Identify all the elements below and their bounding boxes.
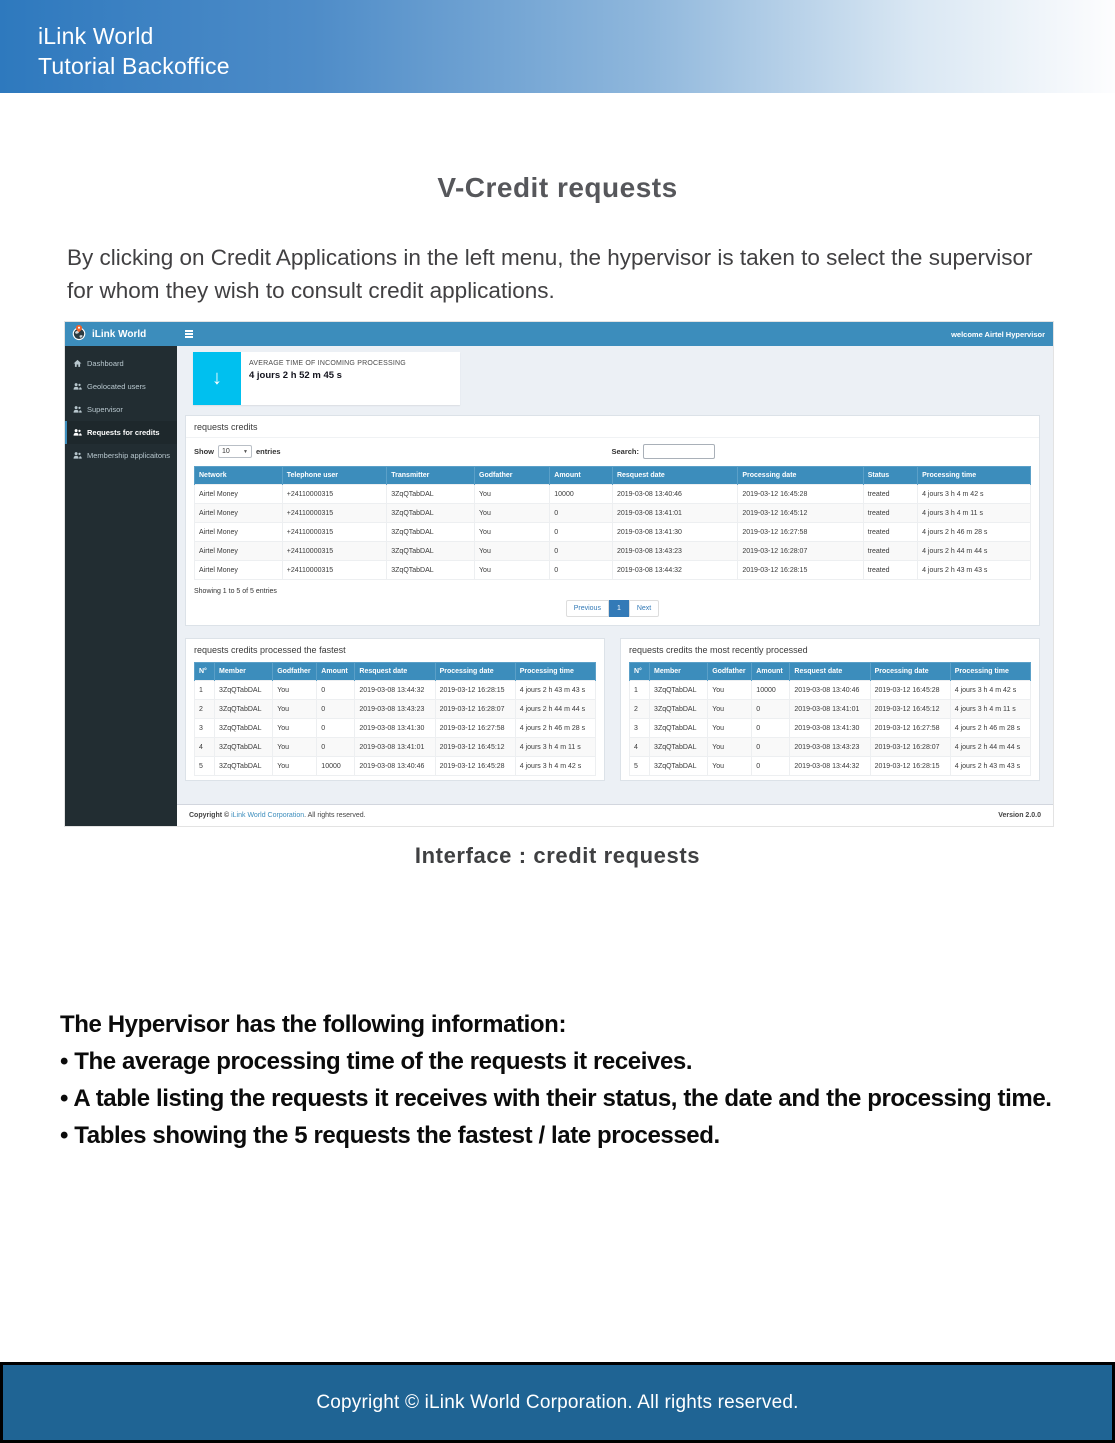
table-cell: treated: [863, 523, 917, 542]
table-cell: 0: [752, 757, 790, 776]
table-cell: You: [273, 719, 317, 738]
table-cell: You: [475, 542, 550, 561]
table-cell: 2019-03-12 16:45:28: [870, 681, 950, 700]
column-header[interactable]: Telephone user: [282, 467, 387, 485]
column-header[interactable]: Godfather: [475, 467, 550, 485]
table-cell: 2019-03-12 16:27:58: [738, 523, 863, 542]
doc-header-line2: Tutorial Backoffice: [38, 53, 230, 79]
column-header[interactable]: Processing time: [515, 663, 595, 681]
table-cell: 3: [630, 719, 650, 738]
table-cell: 2019-03-08 13:40:46: [790, 681, 870, 700]
table-cell: 0: [752, 738, 790, 757]
doc-header-banner: [0, 0, 1115, 93]
column-header[interactable]: Amount: [752, 663, 790, 681]
company-link[interactable]: iLink World Corporation: [229, 812, 305, 819]
table-cell: 3ZqQTabDAL: [215, 757, 273, 776]
table-cell: 3ZqQTabDAL: [387, 485, 475, 504]
table-cell: 4 jours 2 h 43 m 43 s: [515, 681, 595, 700]
table-row: [195, 485, 1031, 504]
table-cell: +24110000315: [282, 542, 387, 561]
column-header[interactable]: Processing time: [950, 663, 1030, 681]
sidebar-item-dashboard[interactable]: [65, 352, 177, 375]
table-cell: 3ZqQTabDAL: [650, 738, 708, 757]
table-cell: 3ZqQTabDAL: [650, 681, 708, 700]
table-cell: 1: [195, 681, 215, 700]
table-cell: 3ZqQTabDAL: [387, 561, 475, 580]
table-row: [195, 681, 596, 700]
requests-credits-table: [194, 466, 1031, 580]
column-header[interactable]: N°: [630, 663, 650, 681]
sidebar-item-membership-applications[interactable]: [65, 444, 177, 467]
table-header-row: [195, 467, 1031, 485]
table-cell: +24110000315: [282, 504, 387, 523]
table-cell: 2019-03-08 13:43:23: [355, 700, 435, 719]
table-cell: You: [273, 700, 317, 719]
table-cell: 3ZqQTabDAL: [387, 542, 475, 561]
hamburger-menu-icon[interactable]: [185, 330, 193, 338]
recent-requests-table: [629, 662, 1031, 776]
table-cell: 10000: [550, 485, 613, 504]
app-version: Version 2.0.0: [998, 812, 1041, 819]
table-row: [630, 700, 1031, 719]
recent-requests-panel: [620, 638, 1040, 781]
table-cell: 2019-03-12 16:27:58: [435, 719, 515, 738]
table-row: [630, 719, 1031, 738]
table-row: [630, 681, 1031, 700]
table-cell: 3ZqQTabDAL: [215, 719, 273, 738]
table-cell: 0: [752, 719, 790, 738]
info-bullet: • Tables showing the 5 requests the fastest / late processed.: [60, 1122, 720, 1149]
table-cell: 4: [195, 738, 215, 757]
table-cell: 4 jours 3 h 4 m 42 s: [950, 681, 1030, 700]
table-cell: 2019-03-08 13:41:30: [355, 719, 435, 738]
table-cell: 2019-03-12 16:28:15: [870, 757, 950, 776]
table-cell: 4 jours 3 h 4 m 11 s: [515, 738, 595, 757]
intro-paragraph: By clicking on Credit Applications in the left menu, the hypervisor is taken to select the supervisor for whom they wish to consult credit applications.: [67, 245, 1033, 303]
show-label: Show: [194, 447, 214, 456]
column-header[interactable]: Processing date: [435, 663, 515, 681]
table-cell: 2019-03-12 16:45:28: [435, 757, 515, 776]
table-cell: 2019-03-08 13:41:30: [612, 523, 737, 542]
entries-label: entries: [256, 447, 281, 456]
ilink-logo-icon: [71, 325, 87, 344]
table-cell: 2019-03-08 13:41:01: [355, 738, 435, 757]
table-cell: 2019-03-08 13:43:23: [790, 738, 870, 757]
sidebar-item-requests-for-credits[interactable]: [65, 421, 177, 444]
table-cell: You: [708, 700, 752, 719]
column-header[interactable]: Processing date: [870, 663, 950, 681]
table-cell: You: [708, 757, 752, 776]
average-time-widget: [193, 352, 460, 405]
table-cell: 2019-03-12 16:45:12: [870, 700, 950, 719]
welcome-user-menu[interactable]: welcome Airtel Hypervisor: [951, 329, 1045, 339]
table-cell: You: [273, 738, 317, 757]
table-cell: treated: [863, 485, 917, 504]
info-bullet: • A table listing the requests it receives with their status, the date and the processing time.: [60, 1085, 1052, 1112]
column-header[interactable]: Status: [863, 467, 917, 485]
info-heading: The Hypervisor has the following information:: [60, 1011, 567, 1038]
table-cell: You: [475, 504, 550, 523]
doc-footer-text: Copyright © iLink World Corporation. All rights reserved.: [316, 1391, 799, 1413]
table-body: [195, 681, 596, 776]
app-sidebar: [65, 346, 177, 826]
table-cell: 2: [630, 700, 650, 719]
table-row: [195, 542, 1031, 561]
app-navbar: [177, 322, 1053, 346]
column-header[interactable]: Amount: [550, 467, 613, 485]
table-cell: 4 jours 3 h 4 m 42 s: [515, 757, 595, 776]
table-cell: 3ZqQTabDAL: [387, 504, 475, 523]
table-cell: 2019-03-12 16:27:58: [870, 719, 950, 738]
app-brand[interactable]: [65, 322, 177, 346]
table-cell: 2019-03-08 13:43:23: [612, 542, 737, 561]
table-cell: 3ZqQTabDAL: [650, 719, 708, 738]
table-cell: 3: [195, 719, 215, 738]
column-header[interactable]: Godfather: [273, 663, 317, 681]
table-cell: treated: [863, 504, 917, 523]
column-header[interactable]: Member: [650, 663, 708, 681]
table-row: [195, 719, 596, 738]
column-header[interactable]: Resquest date: [355, 663, 435, 681]
doc-header-line1: iLink World: [38, 23, 154, 49]
table-cell: 4 jours 2 h 44 m 44 s: [950, 738, 1030, 757]
table-cell: You: [708, 681, 752, 700]
table-cell: 0: [550, 523, 613, 542]
users-icon: [73, 451, 82, 460]
info-block: [60, 1006, 1060, 1154]
table-cell: 0: [752, 700, 790, 719]
table-cell: 3ZqQTabDAL: [215, 700, 273, 719]
pagination: [186, 595, 1039, 625]
table-body: [195, 485, 1031, 580]
sidebar-item-label: Geolocated users: [87, 382, 146, 391]
table-cell: Airtel Money: [195, 523, 283, 542]
table-cell: You: [273, 757, 317, 776]
doc-footer-bar: [0, 1362, 1115, 1443]
page-title: V-Credit requests: [437, 172, 678, 203]
page-1-button[interactable]: 1: [609, 600, 629, 617]
column-header[interactable]: Resquest date: [612, 467, 737, 485]
table-row: [195, 504, 1031, 523]
app-content: [177, 346, 1053, 826]
table-cell: 4 jours 3 h 4 m 42 s: [918, 485, 1031, 504]
chevron-down-icon: ▼: [243, 448, 248, 455]
table-row: [195, 561, 1031, 580]
users-icon: [73, 405, 82, 414]
table-cell: 0: [550, 561, 613, 580]
panel-title: requests credits: [186, 416, 1039, 438]
app-brand-label: iLink World: [92, 328, 147, 340]
sidebar-item-label: Requests for credits: [87, 428, 160, 437]
table-cell: You: [708, 738, 752, 757]
home-icon: [73, 359, 82, 368]
column-header[interactable]: Network: [195, 467, 283, 485]
table-cell: treated: [863, 561, 917, 580]
table-row: [195, 523, 1031, 542]
info-bullet: • The average processing time of the requests it receives.: [60, 1048, 693, 1075]
table-cell: You: [273, 681, 317, 700]
table-header-row: [630, 663, 1031, 681]
table-cell: 2019-03-12 16:28:15: [435, 681, 515, 700]
previous-page-button[interactable]: Previous: [566, 600, 609, 617]
table-row: [195, 757, 596, 776]
table-cell: 3ZqQTabDAL: [215, 738, 273, 757]
column-header[interactable]: N°: [195, 663, 215, 681]
table-cell: 2019-03-08 13:41:01: [790, 700, 870, 719]
next-page-button[interactable]: Next: [629, 600, 659, 617]
column-header[interactable]: Amount: [317, 663, 355, 681]
table-cell: 3ZqQTabDAL: [215, 681, 273, 700]
sidebar-item-label: Membership applicaitons: [87, 451, 170, 460]
requests-credits-panel: [185, 415, 1040, 626]
table-cell: 4 jours 3 h 4 m 11 s: [950, 700, 1030, 719]
table-cell: Airtel Money: [195, 504, 283, 523]
table-cell: 2019-03-12 16:28:07: [738, 542, 863, 561]
sidebar-item-geolocated-users[interactable]: [65, 375, 177, 398]
sidebar-item-label: Supervisor: [87, 405, 123, 414]
column-header[interactable]: Resquest date: [790, 663, 870, 681]
fastest-requests-panel: [185, 638, 605, 781]
table-cell: 3ZqQTabDAL: [387, 523, 475, 542]
backoffice-screenshot: [65, 322, 1053, 826]
figure-caption: Interface : credit requests: [414, 843, 701, 868]
table-cell: 0: [317, 700, 355, 719]
table-cell: 2019-03-08 13:40:46: [612, 485, 737, 504]
column-header[interactable]: Member: [215, 663, 273, 681]
table-cell: treated: [863, 542, 917, 561]
table-cell: +24110000315: [282, 561, 387, 580]
table-cell: 2019-03-08 13:41:30: [790, 719, 870, 738]
table-cell: +24110000315: [282, 485, 387, 504]
table-cell: 4 jours 2 h 43 m 43 s: [918, 561, 1031, 580]
table-cell: 4 jours 2 h 46 m 28 s: [950, 719, 1030, 738]
table-cell: 4 jours 3 h 4 m 11 s: [918, 504, 1031, 523]
stat-label: AVERAGE TIME OF INCOMING PROCESSING: [249, 360, 406, 367]
table-cell: 2: [195, 700, 215, 719]
table-cell: Airtel Money: [195, 542, 283, 561]
table-cell: 2019-03-08 13:44:32: [790, 757, 870, 776]
column-header[interactable]: Godfather: [708, 663, 752, 681]
table-cell: You: [475, 485, 550, 504]
stat-value: 4 jours 2 h 52 m 45 s: [249, 370, 342, 381]
table-cell: 4 jours 2 h 46 m 28 s: [515, 719, 595, 738]
search-input[interactable]: [643, 444, 715, 459]
table-cell: 2019-03-08 13:40:46: [355, 757, 435, 776]
table-cell: 4 jours 2 h 46 m 28 s: [918, 523, 1031, 542]
table-header-row: [195, 663, 596, 681]
sidebar-item-label: Dashboard: [87, 359, 124, 368]
table-cell: 3ZqQTabDAL: [650, 757, 708, 776]
down-arrow-icon: ↓: [193, 352, 241, 405]
table-cell: 3ZqQTabDAL: [650, 700, 708, 719]
sidebar-item-supervisor[interactable]: [65, 398, 177, 421]
table-cell: 10000: [752, 681, 790, 700]
table-cell: 0: [317, 681, 355, 700]
table-cell: 4: [630, 738, 650, 757]
table-cell: 10000: [317, 757, 355, 776]
table-row: [630, 738, 1031, 757]
column-header[interactable]: Processing time: [918, 467, 1031, 485]
table-cell: 2019-03-08 13:44:32: [612, 561, 737, 580]
table-cell: 4 jours 2 h 43 m 43 s: [950, 757, 1030, 776]
table-cell: 2019-03-12 16:45:12: [435, 738, 515, 757]
table-cell: 4 jours 2 h 44 m 44 s: [918, 542, 1031, 561]
table-cell: 0: [317, 738, 355, 757]
entries-select[interactable]: [218, 445, 252, 458]
table-cell: Airtel Money: [195, 485, 283, 504]
table-cell: 4 jours 2 h 44 m 44 s: [515, 700, 595, 719]
table-cell: +24110000315: [282, 523, 387, 542]
table-cell: 2019-03-12 16:28:07: [870, 738, 950, 757]
table-cell: 1: [630, 681, 650, 700]
table-cell: 5: [195, 757, 215, 776]
column-header[interactable]: Transmitter: [387, 467, 475, 485]
table-body: [630, 681, 1031, 776]
app-copyright-label: Copyright ©: [189, 812, 230, 819]
table-cell: 2019-03-12 16:45:12: [738, 504, 863, 523]
table-cell: 2019-03-12 16:28:15: [738, 561, 863, 580]
table-cell: 0: [550, 504, 613, 523]
table-cell: You: [708, 719, 752, 738]
users-icon: [73, 428, 82, 437]
table-cell: You: [475, 523, 550, 542]
showing-entries-text: Showing 1 to 5 of 5 entries: [194, 588, 277, 595]
table-cell: You: [475, 561, 550, 580]
panel-title: requests credits the most recently processed: [629, 645, 808, 655]
search-label: Search:: [611, 447, 639, 456]
app-copyright-suffix: . All rights reserved.: [304, 812, 366, 819]
entries-select-value: 10: [222, 448, 230, 455]
table-cell: 2019-03-12 16:45:28: [738, 485, 863, 504]
fastest-requests-table: [194, 662, 596, 776]
table-cell: 2019-03-08 13:41:01: [612, 504, 737, 523]
app-footer: [177, 804, 1053, 826]
table-cell: 2019-03-12 16:28:07: [435, 700, 515, 719]
table-row: [630, 757, 1031, 776]
column-header[interactable]: Processing date: [738, 467, 863, 485]
table-cell: 2019-03-08 13:44:32: [355, 681, 435, 700]
table-cell: Airtel Money: [195, 561, 283, 580]
panel-title: requests credits processed the fastest: [194, 645, 346, 655]
table-row: [195, 738, 596, 757]
users-icon: [73, 382, 82, 391]
table-cell: 0: [317, 719, 355, 738]
table-cell: 5: [630, 757, 650, 776]
table-cell: 0: [550, 542, 613, 561]
table-row: [195, 700, 596, 719]
